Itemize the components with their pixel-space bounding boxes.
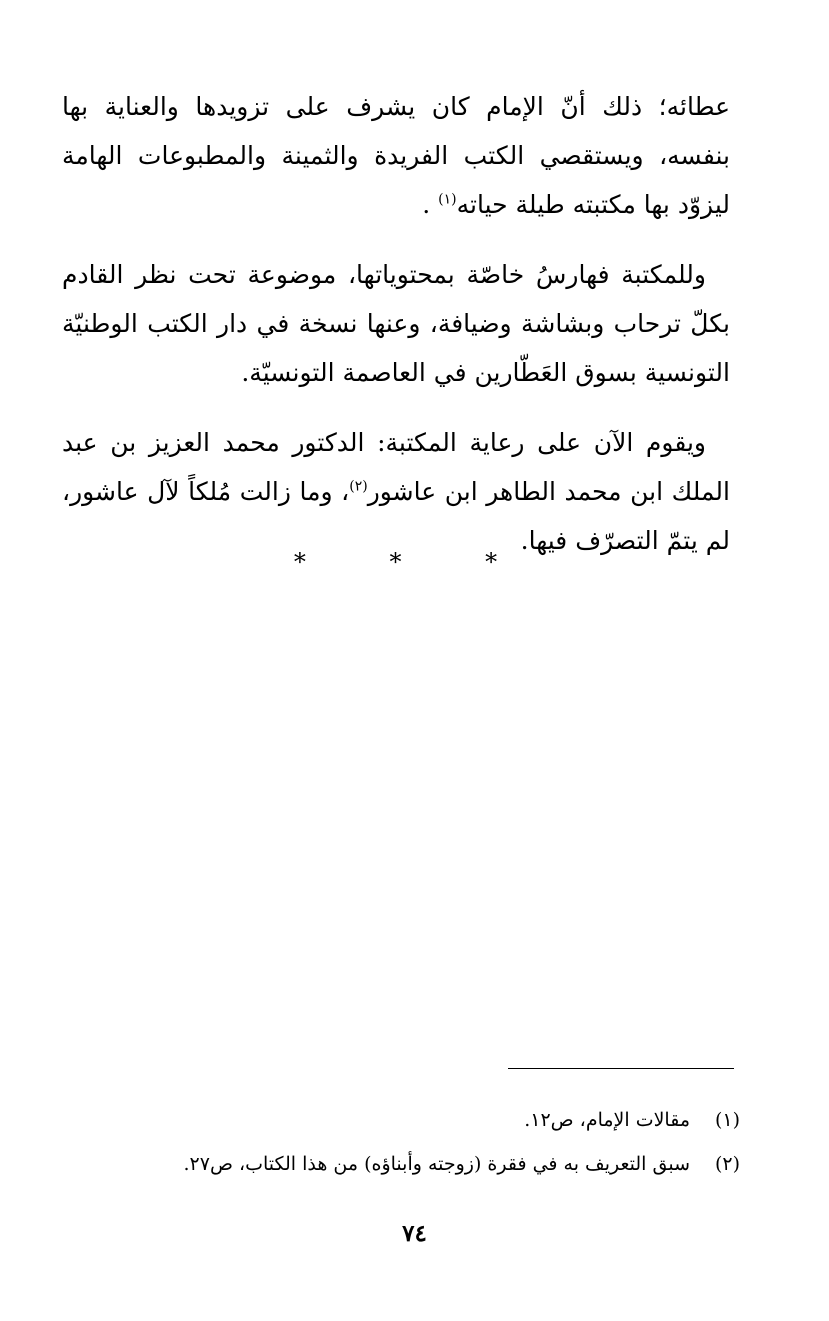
footnote-ref-1[interactable]: (١) — [438, 191, 457, 208]
paragraph-1 — [62, 82, 730, 229]
footnote-1-text: مقالات الإمام، ص١٢. — [524, 1109, 690, 1131]
footnote-ref-2[interactable]: (٢) — [349, 478, 368, 495]
paragraph-2 — [62, 250, 730, 397]
footnote-1-number: (١) — [714, 1109, 740, 1131]
main-text — [62, 82, 730, 586]
paragraph-2-text: وللمكتبة فهارسُ خاصّة بمحتوياتها، موضوعة تحت نظر القادم بكلّ ترحاب وبشاشة وضيافة، وعنها نسخة في دار الكتب الوطنيّة التونسية بسوق العَطّارين في العاصمة التونسيّة. — [62, 260, 730, 387]
section-separator: * * * — [293, 548, 536, 576]
paragraph-3-text-a: ويقوم الآن على رعاية المكتبة: الدكتور محمد العزيز بن عبد الملك ابن محمد الطاهر ابن عاشور — [62, 428, 730, 506]
footnote-rule — [508, 1068, 734, 1069]
paragraph-3 — [62, 418, 730, 565]
footnotes — [100, 1098, 740, 1186]
footnote-2-text: سبق التعريف به في فقرة (زوجته وأبناؤه) من هذا الكتاب، ص٢٧. — [183, 1153, 690, 1175]
paragraph-1-text: عطائه؛ ذلك أنّ الإمام كان يشرف على تزويدها والعناية بها بنفسه، ويستقصي الكتب الفريدة والثمينة والمطبوعات الهامة ليزوّد بها مكتبته طيلة حياته — [62, 92, 730, 219]
paragraph-1-end: . — [422, 190, 431, 219]
page-number: ٧٤ — [402, 1220, 427, 1247]
footnote-1 — [100, 1098, 740, 1142]
footnote-2-number: (٢) — [714, 1153, 740, 1175]
paragraph-3-text-b: ، وما زالت مُلكاً لآل عاشور، لم يتمّ التصرّف فيها. — [62, 477, 730, 555]
footnote-2 — [100, 1142, 740, 1186]
